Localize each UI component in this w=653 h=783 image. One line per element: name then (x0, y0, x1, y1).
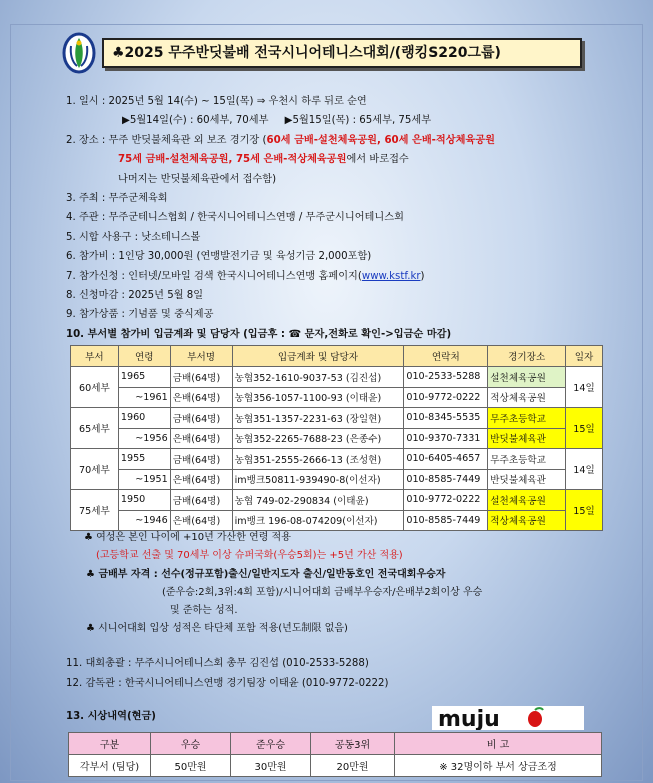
note-bonus-age: (고등학교 선출 및 70세부 이상 슈퍼국화(우승5회)는 +5년 가산 적용) (96, 550, 403, 562)
account-cell: 농협351-1357-2231-63 (장일현) (232, 408, 404, 429)
age-cell: 1950 (118, 490, 170, 511)
note-women-age: ♣ 여성은 본인 나이에 +10년 가산한 연령 적용 (84, 532, 291, 543)
phone-cell: 010-8585-7449 (404, 469, 488, 490)
col-header: 부서 (71, 346, 119, 367)
place-cell: 설천체육공원 (488, 367, 566, 388)
header (62, 32, 592, 74)
prize-row (69, 755, 602, 777)
place-cell: 무주초등학교 (488, 449, 566, 470)
place-cell: 반딧불체육관 (488, 428, 566, 449)
prize-col-header: 준우승 (231, 733, 311, 755)
col-header: 입금계좌 및 담당자 (232, 346, 404, 367)
item-accounts-heading: 10. 부서별 참가비 입금계좌 및 담당자 (입금후 : ☎ 문자,전화로 확인->입금순 마감) (66, 328, 452, 340)
date-day2: ▶5월15일(목) : 65세부, 75세부 (284, 115, 432, 127)
name-cell: 은배(64명) (170, 469, 232, 490)
age-cell: ~1956 (118, 428, 170, 449)
item-fee: 6. 참가비 : 1인당 30,000원 (연맹발전기금 및 육성기금 2,000포함) (66, 251, 372, 263)
col-header: 부서명 (170, 346, 232, 367)
dept-cell: 70세부 (71, 449, 119, 490)
col-header: 경기장소 (488, 346, 566, 367)
info-list (66, 92, 636, 344)
dept-cell: 65세부 (71, 408, 119, 449)
phone-cell: 010-9772-0222 (404, 387, 488, 408)
item-deadline: 8. 신청마감 : 2025년 5월 8일 (66, 289, 204, 301)
notes (70, 529, 640, 639)
note-gold-qualification: ♣ 금배부 자격 : 선수(정규포함)출신/일반지도자 출신/일반동호인 전국대회우승자 (86, 568, 446, 580)
age-cell: ~1946 (118, 510, 170, 531)
table-row (71, 387, 603, 408)
table-row (71, 510, 603, 531)
age-cell: ~1961 (118, 387, 170, 408)
venue-text-2: 에서 바로접수 (346, 154, 409, 166)
place-cell: 무주초등학교 (488, 408, 566, 429)
date-cell: 14일 (566, 367, 603, 408)
place-cell: 적상체육공원 (488, 510, 566, 531)
date-cell: 15일 (566, 408, 603, 449)
account-cell: 농협 749-02-290834 (이태윤) (232, 490, 404, 511)
prize-cell: ※ 32명이하 부서 상금조정 (395, 755, 602, 777)
col-header: 일자 (566, 346, 603, 367)
phone-cell: 010-6405-4657 (404, 449, 488, 470)
account-cell: 농협356-1057-1100-93 (이태윤) (232, 387, 404, 408)
age-cell: 1960 (118, 408, 170, 429)
phone-cell: 010-2533-5288 (404, 367, 488, 388)
note-gold-qualification-3: 및 준하는 성적. (170, 605, 238, 617)
name-cell: 은배(64명) (170, 387, 232, 408)
prize-col-header: 우승 (151, 733, 231, 755)
table-row (71, 408, 603, 429)
item-host: 3. 주최 : 무주군체육회 (66, 192, 168, 204)
venue-red-1: 60세 금배-설천체육공원, 60세 은배-적상체육공원 (266, 134, 495, 146)
phone-cell: 010-9772-0222 (404, 490, 488, 511)
phone-cell: 010-8585-7449 (404, 510, 488, 531)
dept-cell: 60세부 (71, 367, 119, 408)
age-cell: 1965 (118, 367, 170, 388)
note-senior-results: ♣ 시니어대회 입상 성적은 타단체 포함 적용(년도制限 없음) (86, 623, 348, 635)
place-cell: 설천체육공원 (488, 490, 566, 511)
table-row (71, 469, 603, 490)
prize-header-row (69, 733, 602, 755)
account-cell: im뱅크 196-08-074209(이선자) (232, 510, 404, 531)
note-gold-qualification-2: (준우승:2회,3위:4회 포함)/시니어대회 금배부우승자/은배부2회이상 우승 (162, 586, 483, 598)
apply-text: 7. 참가신청 : 인터넷/모바일 검색 한국시니어테니스연맹 홈페이지( (66, 270, 362, 282)
col-header: 연령 (118, 346, 170, 367)
date-day1: ▶5월14일(수) : 60세부, 70세부 (122, 115, 269, 127)
name-cell: 은배(64명) (170, 428, 232, 449)
account-cell: 농협351-2555-2666-13 (조성현) (232, 449, 404, 470)
table-row (71, 449, 603, 470)
item-date-detail (66, 111, 636, 130)
prize-col-header: 공동3위 (311, 733, 395, 755)
name-cell: 은배(64명) (170, 510, 232, 531)
muju-logo (432, 706, 584, 730)
phone-cell: 010-8345-5535 (404, 408, 488, 429)
table-header-row (71, 346, 603, 367)
item-venue (66, 131, 636, 150)
dept-cell: 75세부 (71, 490, 119, 531)
item-venue-3: 나머지는 반딧불체육관에서 접수함) (118, 173, 277, 185)
venue-text: 2. 장소 : 무주 반딧불체육관 외 보조 경기장 ( (66, 134, 267, 146)
prize-col-header: 구분 (69, 733, 151, 755)
item-prize-heading: 13. 시상내역(현금) (66, 711, 156, 722)
name-cell: 금배(64명) (170, 367, 232, 388)
item-supervisor: 12. 감독관 : 한국시니어테니스연맹 경기팀장 이태윤 (010-9772-0222) (66, 677, 389, 689)
prize-col-header: 비 고 (395, 733, 602, 755)
venue-red-2: 75세 금배-설천체육공원, 75세 은배-적상체육공원 (118, 154, 347, 166)
muju-logo-icon (432, 706, 584, 730)
table-row (71, 490, 603, 511)
item-director: 11. 대회총괄 : 무주시니어테니스회 총무 김진섭 (010-2533-5288) (66, 658, 369, 669)
item-ball: 5. 시합 사용구 : 낫소테니스볼 (66, 231, 201, 243)
place-cell: 적상체육공원 (488, 387, 566, 408)
muju-emblem-icon (62, 32, 96, 74)
item-gift: 9. 참가상품 : 기념품 및 중식제공 (66, 309, 214, 321)
item-organizer: 4. 주관 : 무주군테니스협회 / 한국시니어테니스연맹 / 무주군시니어테니스회 (66, 212, 404, 224)
col-header: 연락처 (404, 346, 488, 367)
name-cell: 금배(64명) (170, 449, 232, 470)
table-row (71, 367, 603, 388)
phone-cell: 010-9370-7331 (404, 428, 488, 449)
age-cell: 1955 (118, 449, 170, 470)
item-date: 1. 일시 : 2025년 5월 14(수) ~ 15일(목) ⇒ 우천시 하루 뒤로 순연 (66, 96, 367, 107)
date-cell: 14일 (566, 449, 603, 490)
age-cell: ~1951 (118, 469, 170, 490)
place-cell: 반딧불체육관 (488, 469, 566, 490)
table-row (71, 428, 603, 449)
apply-text-end: ) (420, 270, 425, 282)
prize-cell: 20만원 (311, 755, 395, 777)
prize-cell: 30만원 (231, 755, 311, 777)
date-cell: 15일 (566, 490, 603, 531)
item-apply (66, 267, 636, 286)
prize-table (68, 732, 602, 777)
account-cell: 농협352-1610-9037-53 (김진섭) (232, 367, 404, 388)
name-cell: 금배(64명) (170, 408, 232, 429)
prize-cell: 각부서 (팀당) (69, 755, 151, 777)
muju-logo-text: muju (438, 707, 500, 730)
prize-cell: 50만원 (151, 755, 231, 777)
account-cell: im뱅크50811-939490-8(이선자) (232, 469, 404, 490)
account-cell: 농협352-2265-7688-23 (은종수) (232, 428, 404, 449)
item-venue-2 (66, 150, 636, 169)
name-cell: 금배(64명) (170, 490, 232, 511)
kstf-link[interactable]: www.kstf.kr (361, 270, 421, 282)
page-title: ♣2025 무주반딧불배 전국시니어테니스대회/(랭킹S220그룹) (102, 38, 582, 68)
accounts-table (70, 345, 603, 531)
